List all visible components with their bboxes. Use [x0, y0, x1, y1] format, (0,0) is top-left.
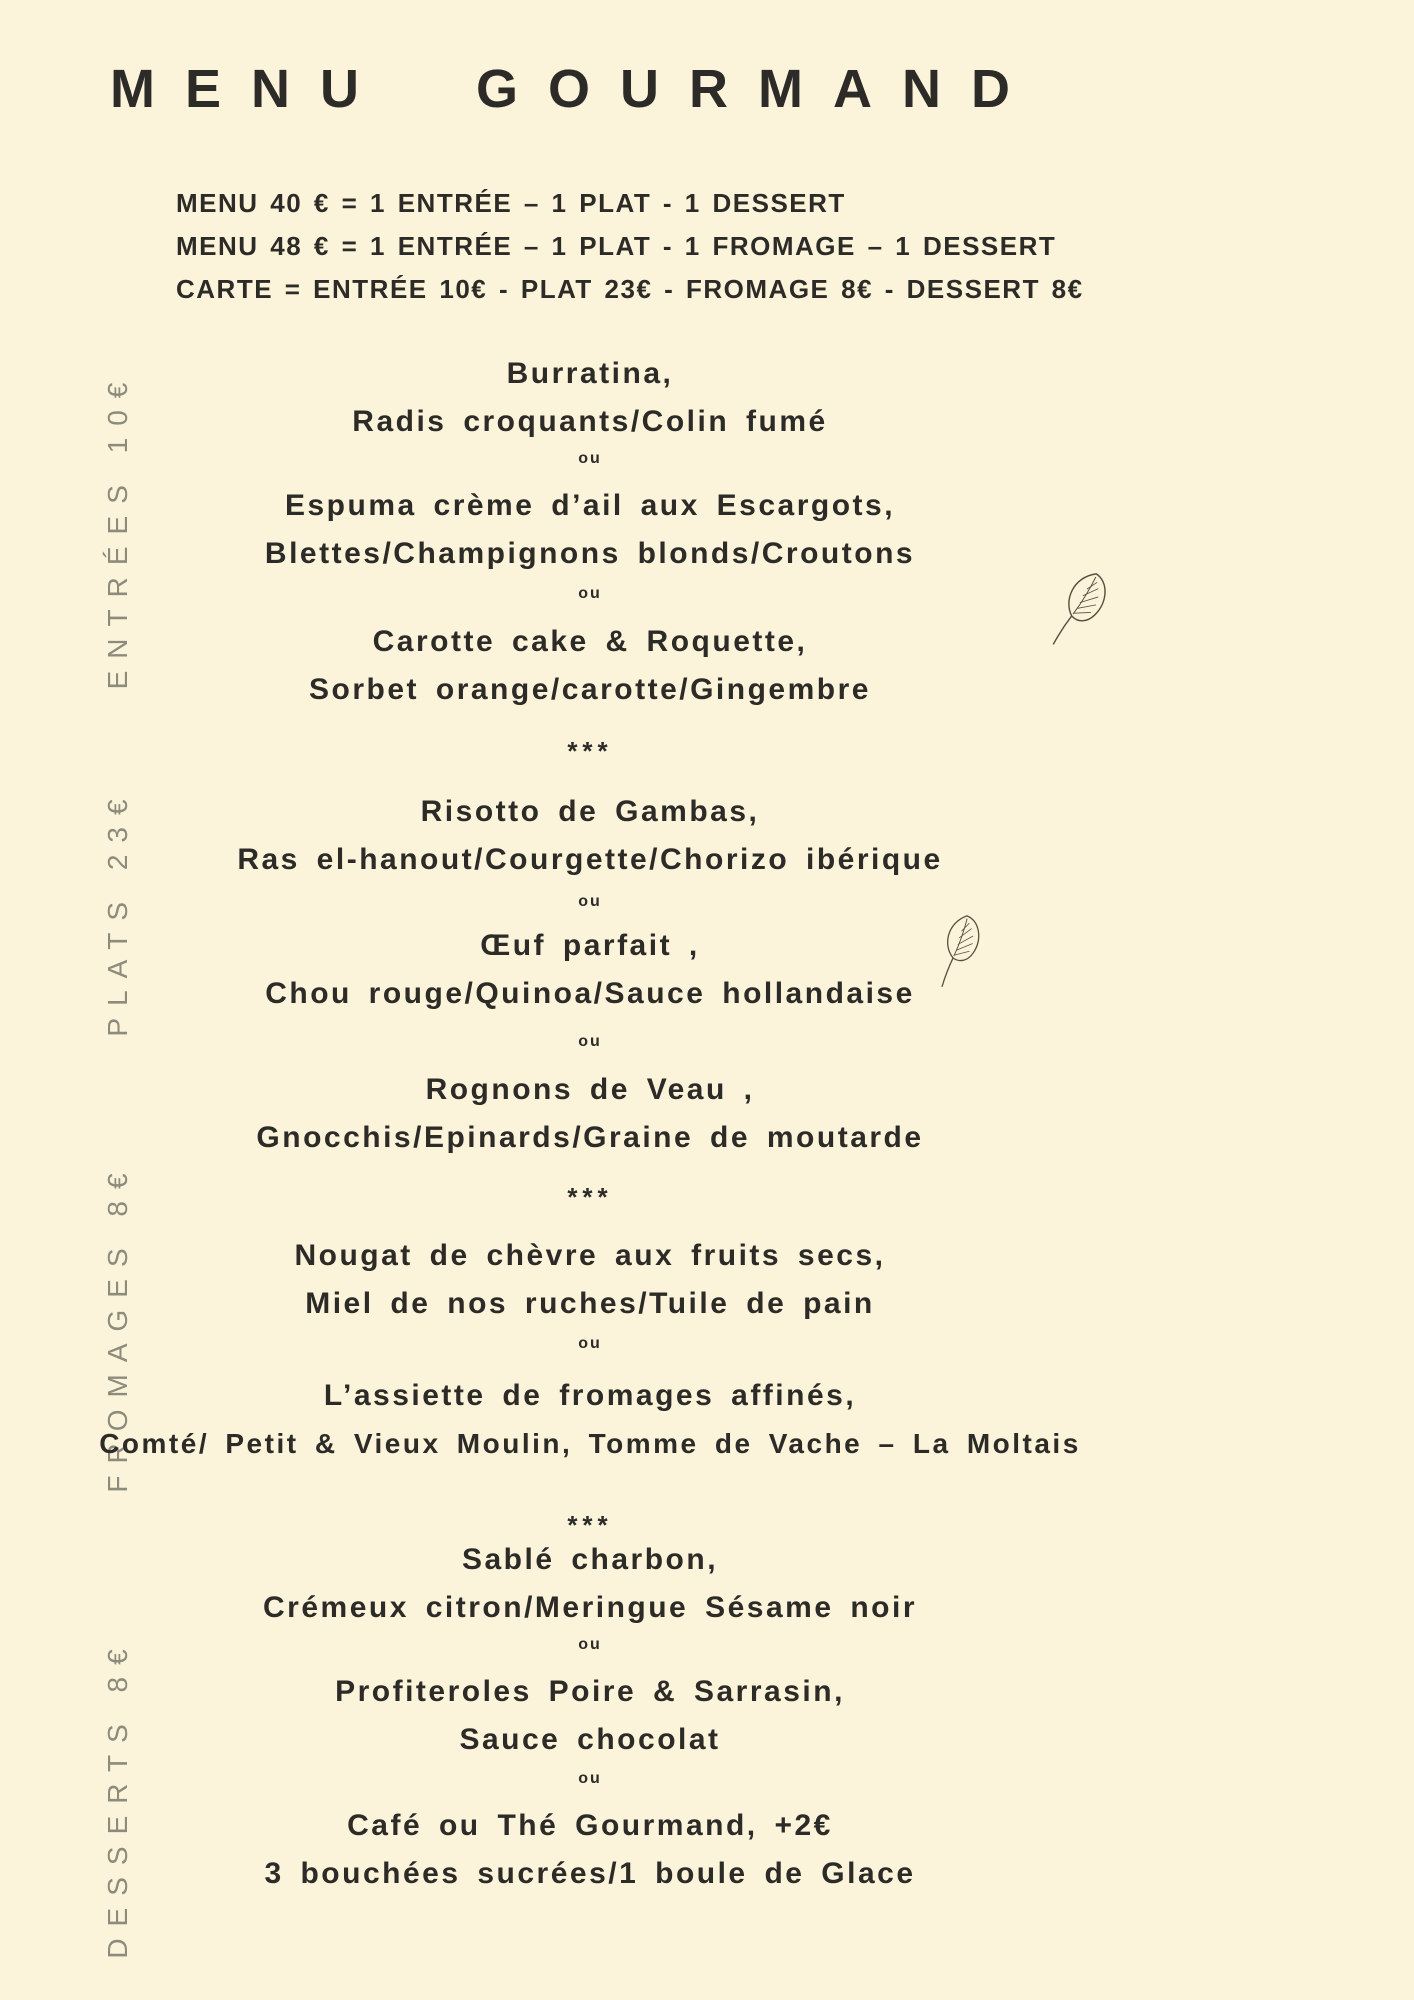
- or-separator: ou: [578, 1335, 602, 1352]
- dish-line: Burratina,: [506, 357, 674, 390]
- dish-line: Ras el-hanout/Courgette/Chorizo ibérique: [237, 843, 943, 876]
- dish-line: Carotte cake & Roquette,: [372, 625, 808, 658]
- dish-line: Gnocchis/Epinards/Graine de moutarde: [256, 1121, 924, 1154]
- or-separator: ou: [578, 1636, 602, 1653]
- dish-burratina: [0, 350, 1180, 446]
- dish-line: Radis croquants/Colin fumé: [352, 405, 828, 438]
- dish-oeuf-parfait: [0, 922, 1180, 1018]
- menu-formulas: [176, 182, 1084, 311]
- dish-nougat-chevre: [0, 1232, 1180, 1328]
- dish-cafe-gourmand: [0, 1802, 1180, 1898]
- formula-menu-40: MENU 40 € = 1 ENTRÉE – 1 PLAT - 1 DESSERT: [176, 188, 846, 218]
- or-separator: ou: [578, 1033, 602, 1050]
- leaf-icon: [1045, 564, 1118, 654]
- dish-line: Café ou Thé Gourmand, +2€: [347, 1809, 833, 1842]
- dish-line: 3 bouchées sucrées/1 boule de Glace: [264, 1857, 916, 1890]
- dish-line: Rognons de Veau ,: [425, 1073, 755, 1106]
- or-separator: ou: [578, 1770, 602, 1787]
- dish-line: Profiteroles Poire & Sarrasin,: [335, 1675, 845, 1708]
- dish-line: Sablé charbon,: [461, 1543, 719, 1576]
- dish-line: Miel de nos ruches/Tuile de pain: [305, 1287, 875, 1320]
- dish-risotto: [0, 788, 1180, 884]
- section-separator: ***: [567, 1510, 613, 1540]
- dish-line: Comté/ Petit & Vieux Moulin, Tomme de Vache – La Moltais: [99, 1428, 1081, 1459]
- section-label-fromages: FROMAGES 8€: [102, 1161, 133, 1493]
- section-label-entrees: ENTRÉES 10€: [102, 370, 133, 690]
- dish-carotte-cake: [0, 618, 1180, 714]
- dish-line: Œuf parfait ,: [480, 929, 700, 962]
- dish-line: Blettes/Champignons blonds/Croutons: [264, 537, 916, 570]
- or-separator: ou: [578, 450, 602, 467]
- dish-assiette-fromages: [0, 1372, 1180, 1468]
- section-separator: ***: [567, 736, 613, 766]
- dish-line: Chou rouge/Quinoa/Sauce hollandaise: [265, 977, 915, 1010]
- dish-rognons: [0, 1066, 1180, 1162]
- or-separator: ou: [578, 585, 602, 602]
- dish-line: L’assiette de fromages affinés,: [323, 1379, 857, 1412]
- dish-line: Sauce chocolat: [459, 1723, 721, 1756]
- dish-line: Risotto de Gambas,: [420, 795, 760, 828]
- dish-sable-charbon: [0, 1536, 1180, 1632]
- formula-menu-48: MENU 48 € = 1 ENTRÉE – 1 PLAT - 1 FROMAGE – 1 DESSERT: [176, 231, 1057, 261]
- page-title: MENU GOURMAND: [110, 59, 1040, 119]
- dish-profiteroles: [0, 1668, 1180, 1764]
- dish-line: Nougat de chèvre aux fruits secs,: [294, 1239, 886, 1272]
- section-separator: ***: [567, 1182, 613, 1212]
- dish-line: Crémeux citron/Meringue Sésame noir: [263, 1591, 917, 1624]
- formula-carte: CARTE = ENTRÉE 10€ - PLAT 23€ - FROMAGE 8€ - DESSERT 8€: [176, 274, 1084, 304]
- dish-espuma: [0, 482, 1180, 578]
- leaf-icon: [929, 910, 990, 990]
- dish-line: Espuma crème d’ail aux Escargots,: [284, 489, 896, 522]
- section-label-plats: PLATS 23€: [102, 787, 133, 1037]
- dish-line: Sorbet orange/carotte/Gingembre: [309, 673, 871, 706]
- section-label-desserts: DESSERTS 8€: [102, 1637, 133, 1959]
- or-separator: ou: [578, 893, 602, 910]
